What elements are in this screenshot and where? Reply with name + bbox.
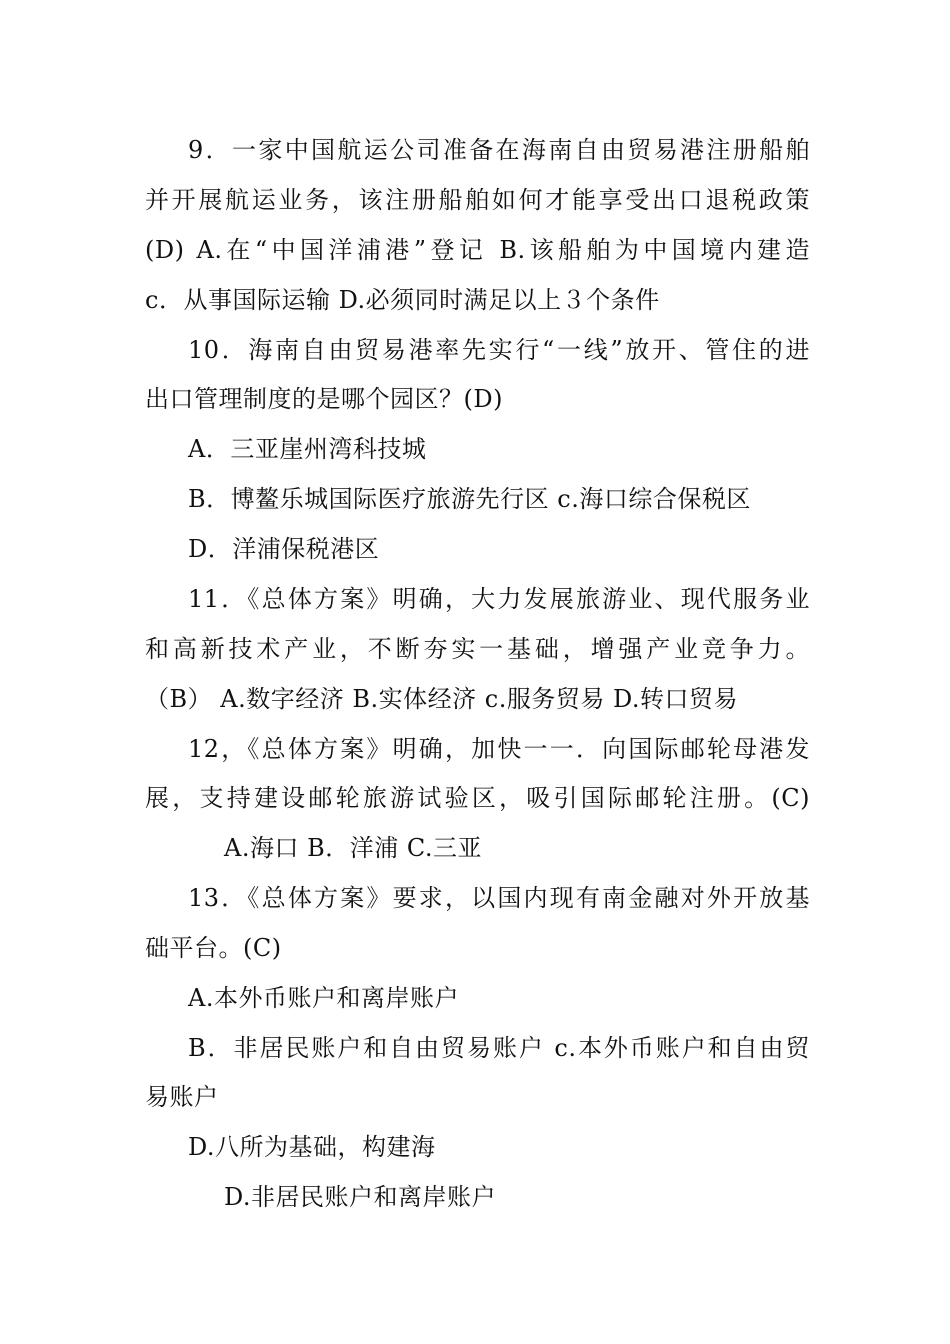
question-13-line-1: 13．《总体方案》要求，以国内现有南金融对外开放基: [188, 884, 810, 912]
question-12-line-2: 展，支持建设邮轮旅游试验区，吸引国际邮轮注册。(C): [145, 784, 810, 812]
question-13-option-b-c: B．非居民账户和自由贸易账户 c.本外币账户和自由贸: [188, 1034, 810, 1062]
question-10-line-2: 出口管理制度的是哪个园区？(D): [145, 385, 503, 413]
question-10-option-d: D．洋浦保税港区: [188, 535, 380, 563]
question-13-option-d: D.非居民账户和离岸账户: [224, 1183, 497, 1211]
question-12-line-1: 12，《总体方案》明确，加快一一．向国际邮轮母港发: [188, 735, 810, 763]
question-11-line-1: 11．《总体方案》明确，大力发展旅游业、现代服务业: [188, 585, 810, 613]
question-13-line-2: 础平台。(C): [145, 934, 282, 962]
question-10-option-a: A．三亚崖州湾科技城: [188, 435, 427, 463]
question-13-note: D.八所为基础，构建海: [188, 1133, 436, 1161]
question-9-line-1: 9．一家中国航运公司准备在海南自由贸易港注册船舶: [188, 136, 810, 164]
question-9-line-4: c．从事国际运输 D.必须同时满足以上３个条件: [145, 286, 660, 314]
question-13-option-c-cont: 易账户: [145, 1083, 219, 1111]
question-11-options: （B） A.数字经济 B.实体经济 c.服务贸易 D.转口贸易: [145, 685, 738, 713]
question-10-line-1: 10．海南自由贸易港率先实行“一线”放开、管住的进: [188, 336, 810, 364]
question-10-option-b-c: B．博鳌乐城国际医疗旅游先行区 c.海口综合保税区: [188, 485, 751, 513]
question-13-option-a: A.本外币账户和离岸账户: [188, 984, 459, 1012]
question-11-line-2: 和高新技术产业，不断夯实一基础，增强产业竞争力。: [145, 635, 810, 663]
question-9-line-3: (D) A.在“中国洋浦港”登记 B.该船舶为中国境内建造: [145, 236, 810, 264]
question-12-options: A.海口 B．洋浦 C.三亚: [224, 834, 482, 862]
question-9-line-2: 并开展航运业务，该注册船舶如何才能享受出口退税政策: [145, 186, 810, 214]
